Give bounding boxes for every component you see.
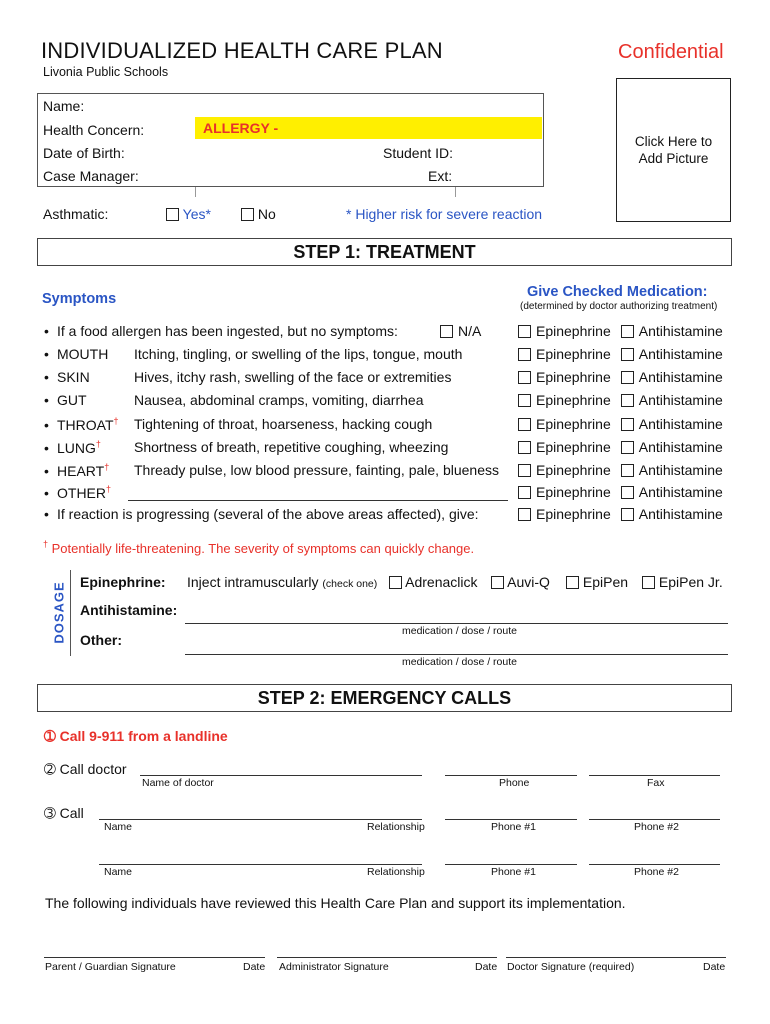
- call-911-instruction: ➀ Call 9-911 from a landline: [44, 728, 228, 744]
- doctor-signature-field[interactable]: [506, 957, 726, 958]
- give-medication-heading: Give Checked Medication:: [527, 284, 708, 300]
- epipen-label: EpiPen: [582, 574, 629, 590]
- name-of-doctor-caption: Name of doctor: [142, 777, 214, 789]
- add-picture-button[interactable]: [616, 78, 731, 222]
- medication-options: [518, 439, 723, 455]
- footnote-text: Potentially life-threatening. The severity of symptoms can quickly change.: [51, 541, 475, 556]
- dagger-symbol: †: [104, 462, 110, 472]
- symptom-area: HEART: [57, 463, 105, 479]
- step1-title: STEP 1: TREATMENT: [293, 241, 476, 262]
- auvi-q-label: Auvi-Q: [507, 574, 550, 590]
- other-dose-field[interactable]: [185, 654, 728, 655]
- step2-title: STEP 2: EMERGENCY CALLS: [257, 687, 512, 708]
- antihistamine-label: Antihistamine: [638, 392, 723, 408]
- asthmatic-label: Asthmatic:: [43, 206, 109, 222]
- bullet-icon: •: [44, 506, 49, 522]
- na-label: N/A: [458, 323, 482, 339]
- dagger-symbol: †: [113, 416, 119, 426]
- med-dose-route-caption: medication / dose / route: [402, 656, 517, 668]
- dagger-symbol: †: [106, 484, 112, 494]
- symptom-area: GUT: [57, 392, 87, 408]
- contact1-phone2-field[interactable]: [589, 819, 720, 820]
- symptom-description: Shortness of breath, repetitive coughing, wheezing: [134, 439, 449, 455]
- page-title: INDIVIDUALIZED HEALTH CARE PLAN: [41, 38, 443, 63]
- parent-signature-field[interactable]: [44, 957, 265, 958]
- dosage-section-label: DOSAGE: [51, 580, 67, 644]
- symptoms-heading: Symptoms: [42, 291, 117, 307]
- antihistamine-label: Antihistamine: [638, 346, 723, 362]
- phone1-caption: Phone #1: [491, 866, 536, 878]
- medication-options: [518, 369, 723, 385]
- epinephrine-checkbox[interactable]: [518, 508, 531, 521]
- antihistamine-checkbox[interactable]: [621, 508, 634, 521]
- ext-label: Ext:: [428, 168, 453, 184]
- antihistamine-checkbox[interactable]: [621, 394, 634, 407]
- antihistamine-label: Antihistamine: [638, 484, 723, 500]
- medication-options: [518, 506, 723, 522]
- epinephrine-checkbox[interactable]: [518, 348, 531, 361]
- symptom-description: Tightening of throat, hoarseness, hacking cough: [134, 416, 433, 432]
- student-id-label: Student ID:: [383, 145, 454, 161]
- other-symptom-line: [128, 500, 508, 501]
- epinephrine-label: Epinephrine: [536, 506, 611, 522]
- symptom-row: [44, 439, 101, 457]
- contact1-phone1-field[interactable]: [445, 819, 577, 820]
- antihistamine-checkbox[interactable]: [621, 371, 634, 384]
- life-threatening-footnote: [43, 539, 474, 556]
- step2-header: [37, 684, 732, 712]
- epipen-checkbox[interactable]: [566, 576, 579, 589]
- other-dose-label: Other:: [80, 632, 122, 648]
- epinephrine-label: Epinephrine: [536, 369, 611, 385]
- symptom-row: [44, 462, 109, 480]
- med-dose-route-caption: medication / dose / route: [402, 625, 517, 637]
- administrator-signature-caption: Administrator Signature: [279, 961, 389, 973]
- symptom-area: OTHER: [57, 485, 106, 501]
- asthmatic-no-label: No: [257, 206, 276, 222]
- call-doctor-label: ➁ Call doctor: [44, 761, 127, 777]
- medication-options: [518, 392, 723, 408]
- symptom-area: If a food allergen has been ingested, but no symptoms:: [57, 323, 398, 339]
- antihistamine-label: Antihistamine: [638, 323, 723, 339]
- epinephrine-dose-label: Epinephrine:: [80, 574, 166, 590]
- phone1-caption: Phone #1: [491, 821, 536, 833]
- bullet-icon: •: [44, 369, 49, 385]
- relationship-caption: Relationship: [367, 866, 425, 878]
- doctor-phone-field[interactable]: [445, 775, 577, 776]
- na-checkbox[interactable]: [440, 325, 453, 338]
- na-option: [440, 323, 481, 341]
- epinephrine-checkbox[interactable]: [518, 394, 531, 407]
- symptom-row: [44, 484, 111, 502]
- antihistamine-dose-label: Antihistamine:: [80, 602, 178, 618]
- epinephrine-checkbox[interactable]: [518, 371, 531, 384]
- bullet-icon: •: [44, 323, 49, 339]
- dosage-divider: [70, 570, 71, 656]
- bullet-icon: •: [44, 417, 49, 433]
- call-contact-label: ➂ Call: [44, 805, 84, 821]
- contact2-name-field[interactable]: [99, 864, 422, 865]
- asthmatic-yes-label: Yes*: [182, 206, 211, 222]
- symptom-description: Hives, itchy rash, swelling of the face or extremities: [134, 369, 452, 385]
- epinephrine-checkbox[interactable]: [518, 418, 531, 431]
- epinephrine-label: Epinephrine: [536, 323, 611, 339]
- symptom-row: [44, 369, 90, 387]
- antihistamine-label: Antihistamine: [638, 416, 723, 432]
- parent-signature-caption: Parent / Guardian Signature: [45, 961, 176, 973]
- medication-options: [518, 484, 723, 500]
- symptom-description: Itching, tingling, or swelling of the lips, tongue, mouth: [134, 346, 463, 362]
- antihistamine-dose-field[interactable]: [185, 623, 728, 624]
- symptom-row: [44, 392, 87, 410]
- school-name: Livonia Public Schools: [43, 65, 169, 79]
- name-caption: Name: [104, 866, 133, 878]
- epipen-jr-label: EpiPen Jr.: [658, 574, 723, 590]
- symptom-description: Thready pulse, low blood pressure, fainting, pale, blueness: [134, 462, 499, 478]
- bullet-icon: •: [44, 463, 49, 479]
- administrator-date-caption: Date: [475, 961, 498, 973]
- antihistamine-label: Antihistamine: [638, 506, 723, 522]
- epinephrine-label: Epinephrine: [536, 439, 611, 455]
- symptom-area: If reaction is progressing (several of the above areas affected), give:: [57, 506, 479, 522]
- divider: [455, 187, 456, 197]
- case-manager-label: Case Manager:: [43, 168, 139, 184]
- contact1-name-field[interactable]: [99, 819, 422, 820]
- symptom-row: [44, 323, 398, 341]
- bullet-icon: •: [44, 392, 49, 408]
- name-label: Name:: [43, 98, 85, 114]
- symptom-area: MOUTH: [57, 346, 109, 362]
- adrenaclick-label: Adrenaclick: [405, 574, 478, 590]
- relationship-caption: Relationship: [367, 821, 425, 833]
- asthmatic-note: * Higher risk for severe reaction: [346, 206, 543, 222]
- dagger-symbol: †: [43, 539, 49, 549]
- epinephrine-checkbox[interactable]: [518, 441, 531, 454]
- dob-label: Date of Birth:: [43, 145, 125, 161]
- doctor-fax-field[interactable]: [589, 775, 720, 776]
- epinephrine-label: Epinephrine: [536, 462, 611, 478]
- adrenaclick-checkbox[interactable]: [389, 576, 402, 589]
- check-one-note: (check one): [322, 578, 378, 590]
- symptom-description: Nausea, abdominal cramps, vomiting, diarrhea: [134, 392, 424, 408]
- antihistamine-checkbox[interactable]: [621, 441, 634, 454]
- symptom-area: SKIN: [57, 369, 90, 385]
- antihistamine-checkbox[interactable]: [621, 464, 634, 477]
- give-medication-subheading: (determined by doctor authorizing treatment): [520, 301, 718, 312]
- doctor-signature-caption: Doctor Signature (required): [507, 961, 635, 973]
- review-statement: The following individuals have reviewed this Health Care Plan and support its implementation.: [45, 895, 626, 911]
- epinephrine-label: Epinephrine: [536, 484, 611, 500]
- contact2-phone1-field[interactable]: [445, 864, 577, 865]
- antihistamine-checkbox[interactable]: [621, 325, 634, 338]
- epipen-jr-checkbox[interactable]: [642, 576, 655, 589]
- phone-caption: Phone: [499, 777, 530, 789]
- name-caption: Name: [104, 821, 133, 833]
- antihistamine-checkbox[interactable]: [621, 348, 634, 361]
- epinephrine-label: Epinephrine: [536, 416, 611, 432]
- dagger-symbol: †: [95, 439, 101, 449]
- medication-options: [518, 346, 723, 362]
- epinephrine-label: Epinephrine: [536, 346, 611, 362]
- asthmatic-yes-checkbox[interactable]: [166, 208, 179, 221]
- bullet-icon: •: [44, 440, 49, 456]
- symptom-area: THROAT: [57, 417, 114, 433]
- asthmatic-no-checkbox[interactable]: [241, 208, 254, 221]
- symptom-area: LUNG: [57, 440, 96, 456]
- doctor-date-caption: Date: [703, 961, 726, 973]
- phone2-caption: Phone #2: [634, 821, 679, 833]
- bullet-icon: •: [44, 485, 49, 501]
- bullet-icon: •: [44, 346, 49, 362]
- antihistamine-checkbox[interactable]: [621, 418, 634, 431]
- symptom-row: [44, 506, 479, 524]
- medication-options: [518, 323, 723, 339]
- inject-instruction: Inject intramuscularly (check one): [187, 574, 378, 590]
- administrator-signature-field[interactable]: [277, 957, 497, 958]
- contact2-phone2-field[interactable]: [589, 864, 720, 865]
- allergy-value: ALLERGY -: [203, 120, 279, 136]
- antihistamine-label: Antihistamine: [638, 462, 723, 478]
- symptom-row: [44, 416, 119, 434]
- antihistamine-label: Antihistamine: [638, 439, 723, 455]
- confidential-label: Confidential: [618, 41, 724, 63]
- divider: [195, 187, 196, 197]
- symptom-row: [44, 346, 108, 364]
- add-picture-label: Click Here to Add Picture: [634, 134, 713, 166]
- antihistamine-label: Antihistamine: [638, 369, 723, 385]
- fax-caption: Fax: [647, 777, 665, 789]
- epinephrine-checkbox[interactable]: [518, 486, 531, 499]
- epinephrine-checkbox[interactable]: [518, 325, 531, 338]
- epinephrine-label: Epinephrine: [536, 392, 611, 408]
- parent-date-caption: Date: [243, 961, 266, 973]
- antihistamine-checkbox[interactable]: [621, 486, 634, 499]
- doctor-name-field[interactable]: [140, 775, 422, 776]
- phone2-caption: Phone #2: [634, 866, 679, 878]
- health-concern-label: Health Concern:: [43, 122, 145, 138]
- step1-header: [37, 238, 732, 266]
- epinephrine-checkbox[interactable]: [518, 464, 531, 477]
- medication-options: [518, 416, 723, 432]
- medication-options: [518, 462, 723, 478]
- auvi-q-checkbox[interactable]: [491, 576, 504, 589]
